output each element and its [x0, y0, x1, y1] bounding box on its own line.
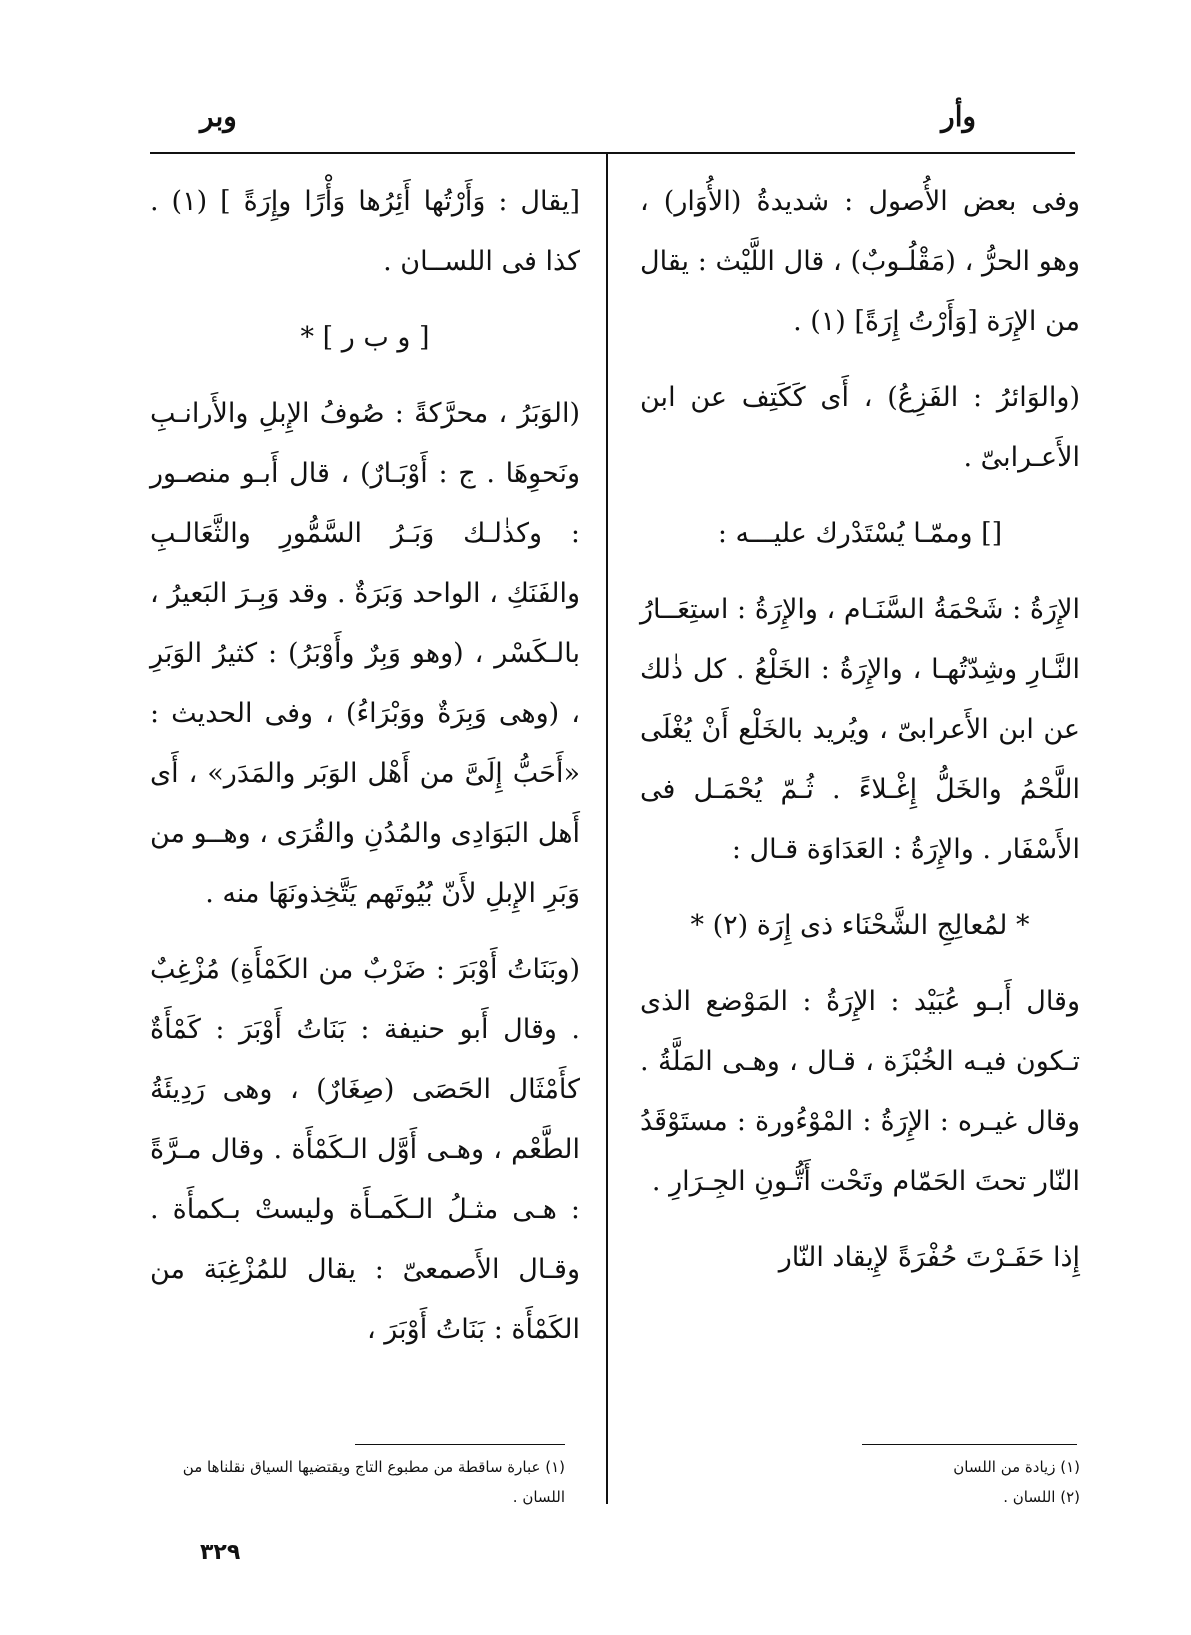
entry-paragraph: [يقال : وَأَرْتُها أَئِرُها وَأْرًا وإِرَةً ] (١) . كذا فى اللســان .	[150, 186, 580, 277]
entry-paragraph: وفى بعض الأُصول : شديدةُ (الأُوَار) ، وهو الحرُّ ، (مَقْلُـوبٌ) ، قال اللَّيْث : يقال من الإِرَة [وَأَرْتُ إِرَةً] (١) .	[640, 186, 1080, 337]
root-heading: [ و ب ر ] *	[300, 322, 430, 353]
footnote: (١) زيادة من اللسان	[953, 1458, 1080, 1476]
subsection-heading: [] وممّـا يُسْتَدْرك عليـــه :	[717, 518, 1003, 549]
entry-paragraph: (والوَائرُ : الفَزِعُ) ، أَى كَكَتِف عن ابن الأَعـرابىّ .	[640, 382, 1080, 473]
header-rule	[150, 152, 1075, 154]
entry-paragraph: (وبَنَاتُ أَوْبَرَ : ضَرْبٌ من الكَمْأَةِ) مُزْغِبٌ . وقال أَبو حنيفة : بَنَاتُ أَوْبَرَ : كَمْأَةٌ كأَمْثَال الحَصَى (صِغَارٌ) ، وهى رَدِيئَةُ الطَّعْم ، وهـى أَوَّل الـكَمْأَة . وقال مـرَّةً : هـى مثـلُ الـكَمـأَة وليستْ بـكمأَة . وقـال الأَصمعىّ : يقال للمُزْغِبَة من الكَمْأَة : بَنَاتُ أَوْبَرَ ،	[150, 954, 580, 1345]
footnote: (١) عبارة ساقطة من مطبوع التاج ويقتضيها السياق نقلناها من اللسان .	[182, 1458, 565, 1506]
left-column	[150, 172, 580, 1376]
entry-paragraph: وقال أَبـو عُبَيْد : الإِرَةُ : المَوْضع الذى تـكون فيـه الخُبْزَة ، قـال ، وهـى المَلَّةُ . وقال غيـره : الإِرَةُ : المْوْءُورة : مستَوْقَدُ النّار تحتَ الحَمّام وتَحْت أَتُّـونِ الجِـرَارِ .	[640, 986, 1080, 1197]
column-divider	[606, 154, 608, 1504]
footnotes-right	[850, 1452, 1080, 1512]
footnote-rule-left	[355, 1444, 565, 1445]
footnote-rule-right	[862, 1444, 1077, 1445]
entry-paragraph: الإِرَةُ : شَحْمَةُ السَّنَـام ، والإِرَةُ : استِعَــارُ النَّـارِ وشِدّتُهـا ، والإِرَةُ : الخَلْعُ . كل ذٰلك عن ابن الأَعرابىّ ، ويُريد بالخَلْع أَنْ يُغْلَى اللَّحْمُ والخَلُّ إِغْـلاءً . ثُـمّ يُحْمَـل فى الأَسْفَار . والإِرَةُ : العَدَاوَة قـال :	[640, 594, 1080, 865]
entry-paragraph: (الوَبَرُ ، محرَّكةً : صُوفُ الإِبلِ والأَرانـبِ ونَحوِهَا . ج : أَوْبَـارٌ) ، قال أَبـو منصـور : وكذٰلـك وَبَـرُ السَّمُّورِ والثَّعَالـبِ والفَنَكِ ، الواحد وَبَرَةٌ . وقد وَبِـرَ البَعيرُ ، بالـكَسْر ، (وهو وَبِرٌ وأَوْبَرُ) : كثيرُ الوَبَرِ ، (وهى وَبِرَةٌ ووَبْرَاءُ) ، وفى الحديث : «أَحَبُّ إِلَىَّ من أَهْل الوَبَر والمَدَر» ، أَى أَهل البَوَادِى والمُدُنِ والقُرَى ، وهــو من وَبَرِ الإِبلِ لأَنّ بُيُوتَهم يَتَّخِذونَهَا منه .	[150, 398, 580, 909]
running-head-right: وأر	[941, 100, 976, 133]
page-number: ٣٢٩	[200, 1540, 241, 1565]
footnotes-left	[140, 1452, 565, 1512]
right-column	[640, 172, 1080, 1304]
running-head-left: وبر	[200, 100, 237, 133]
footnote: (٢) اللسان .	[1003, 1488, 1080, 1506]
entry-paragraph: إِذا حَفَـرْتَ حُفْرَةً لإِيقاد النّار	[778, 1242, 1080, 1273]
verse-quote: * لمُعالِجِ الشَّحْنَاء ذى إِرَة (٢) *	[690, 910, 1030, 941]
